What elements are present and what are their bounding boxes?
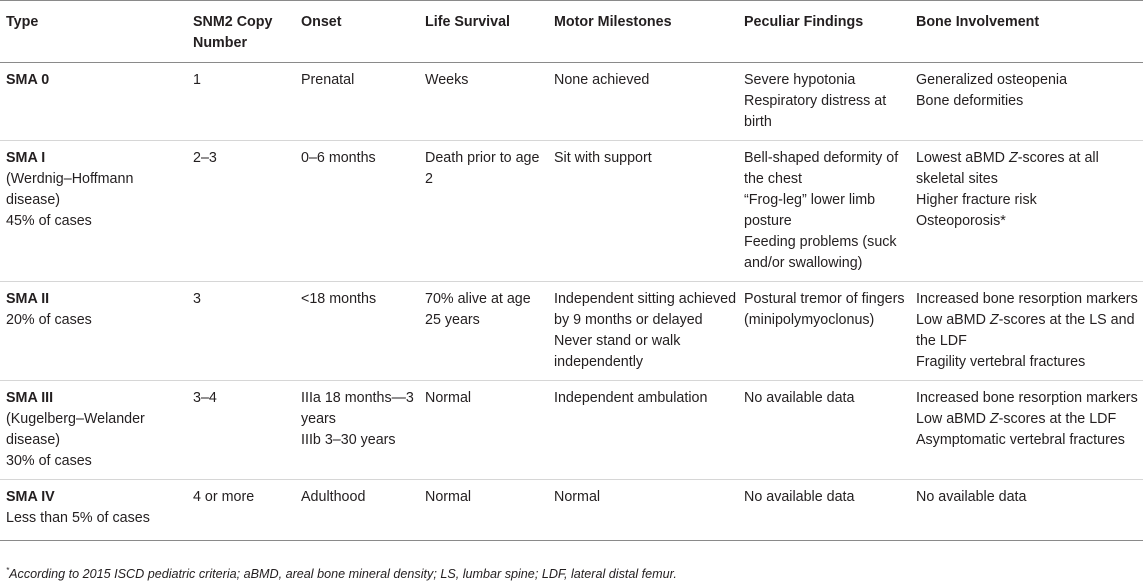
cell-line: Respiratory distress at birth	[744, 93, 887, 130]
cell-line: Generalized osteopenia	[916, 72, 1068, 88]
cell-line: No available data	[744, 489, 855, 505]
footnote	[6, 566, 677, 581]
cell-line: Lowest aBMD Z-scores at all skeletal sites	[916, 150, 1099, 187]
cell-copy	[187, 480, 295, 541]
table-header	[0, 1, 1143, 63]
cell-line: Independent ambulation	[554, 390, 708, 406]
cell-line: SMA III	[6, 390, 54, 406]
cell-line: Increased bone resorption markers	[916, 291, 1138, 307]
cell-findings	[738, 381, 910, 480]
cell-motor	[548, 63, 738, 141]
header-type: Type	[0, 1, 187, 63]
cell-motor	[548, 381, 738, 480]
cell-type	[0, 381, 187, 480]
cell-onset	[295, 381, 419, 480]
cell-line: SMA I	[6, 150, 46, 166]
cell-line: Asymptomatic vertebral fractures	[916, 432, 1125, 448]
table-row	[0, 480, 1143, 541]
header-onset: Onset	[295, 1, 419, 63]
cell-line: SMA IV	[6, 489, 55, 505]
cell-line: No available data	[744, 390, 855, 406]
cell-line: 20% of cases	[6, 312, 92, 328]
cell-line: Weeks	[425, 72, 469, 88]
cell-survival	[419, 141, 548, 282]
cell-line: Less than 5% of cases	[6, 510, 150, 526]
cell-line: 4 or more	[193, 489, 255, 505]
cell-line: IIIa 18 months—3 years	[301, 390, 414, 427]
cell-findings	[738, 282, 910, 381]
cell-line: 45% of cases	[6, 213, 92, 229]
cell-line: Normal	[554, 489, 601, 505]
header-motor-milestones: Motor Milestones	[548, 1, 738, 63]
cell-line: Higher fracture risk	[916, 192, 1037, 208]
cell-copy	[187, 282, 295, 381]
footnote-text: According to 2015 ISCD pediatric criteria; aBMD, areal bone mineral density; LS, lumbar spine; LDF, lateral distal femur.	[9, 567, 677, 582]
header-copy-number: SNM2 Copy Number	[187, 1, 295, 63]
cell-type	[0, 141, 187, 282]
header-life-survival: Life Survival	[419, 1, 548, 63]
cell-line: Severe hypotonia	[744, 72, 856, 88]
cell-motor	[548, 480, 738, 541]
cell-line: Never stand or walk independently	[554, 333, 681, 370]
cell-type	[0, 480, 187, 541]
cell-line: 3–4	[193, 390, 217, 406]
cell-onset	[295, 282, 419, 381]
cell-line: SMA II	[6, 291, 50, 307]
header-bone-involvement: Bone Involvement	[910, 1, 1143, 63]
cell-onset	[295, 141, 419, 282]
cell-onset	[295, 63, 419, 141]
cell-line: Fragility vertebral fractures	[916, 354, 1086, 370]
cell-findings	[738, 141, 910, 282]
cell-line: Bell-shaped deformity of the chest	[744, 150, 899, 187]
cell-survival	[419, 63, 548, 141]
cell-copy	[187, 381, 295, 480]
cell-line: 30% of cases	[6, 453, 92, 469]
cell-survival	[419, 480, 548, 541]
cell-line: (Kugelberg–Welander disease)	[6, 411, 145, 448]
cell-type	[0, 282, 187, 381]
cell-line: Prenatal	[301, 72, 355, 88]
cell-line: 70% alive at age 25 years	[425, 291, 531, 328]
cell-bone	[910, 63, 1143, 141]
cell-line: Death prior to age 2	[425, 150, 540, 187]
header-row	[0, 1, 1143, 63]
cell-line: 0–6 months	[301, 150, 376, 166]
cell-line: None achieved	[554, 72, 650, 88]
cell-line: 1	[193, 72, 201, 88]
cell-line: Sit with support	[554, 150, 652, 166]
cell-copy	[187, 141, 295, 282]
cell-line: Postural tremor of fingers (minipolymyoclonus)	[744, 291, 905, 328]
cell-bone	[910, 141, 1143, 282]
cell-findings	[738, 480, 910, 541]
cell-line: Normal	[425, 489, 472, 505]
cell-line: Osteoporosis*	[916, 213, 1006, 229]
table-row	[0, 381, 1143, 480]
table-row	[0, 141, 1143, 282]
cell-line: <18 months	[301, 291, 377, 307]
cell-motor	[548, 141, 738, 282]
table-row	[0, 63, 1143, 141]
table-body	[0, 63, 1143, 541]
cell-line: Increased bone resorption markers	[916, 390, 1138, 406]
cell-line: IIIb 3–30 years	[301, 432, 396, 448]
cell-line: Adulthood	[301, 489, 366, 505]
cell-line: Low aBMD Z-scores at the LS and the LDF	[916, 312, 1135, 349]
footnote-marker: *	[6, 566, 10, 575]
header-peculiar-findings: Peculiar Findings	[738, 1, 910, 63]
cell-survival	[419, 282, 548, 381]
table-row	[0, 282, 1143, 381]
cell-findings	[738, 63, 910, 141]
cell-line: Feeding problems (suck and/or swallowing)	[744, 234, 897, 271]
cell-line: 3	[193, 291, 201, 307]
cell-line: Low aBMD Z-scores at the LDF	[916, 411, 1117, 427]
cell-line: Normal	[425, 390, 472, 406]
cell-bone	[910, 480, 1143, 541]
cell-line: Bone deformities	[916, 93, 1024, 109]
cell-bone	[910, 381, 1143, 480]
cell-bone	[910, 282, 1143, 381]
cell-line: (Werdnig–Hoffmann disease)	[6, 171, 134, 208]
cell-survival	[419, 381, 548, 480]
cell-line: No available data	[916, 489, 1027, 505]
cell-copy	[187, 63, 295, 141]
cell-onset	[295, 480, 419, 541]
cell-line: SMA 0	[6, 72, 50, 88]
cell-type	[0, 63, 187, 141]
cell-motor	[548, 282, 738, 381]
cell-line: 2–3	[193, 150, 217, 166]
cell-line: “Frog-leg” lower limb posture	[744, 192, 876, 229]
cell-line: Independent sitting achieved by 9 months or delayed	[554, 291, 737, 328]
